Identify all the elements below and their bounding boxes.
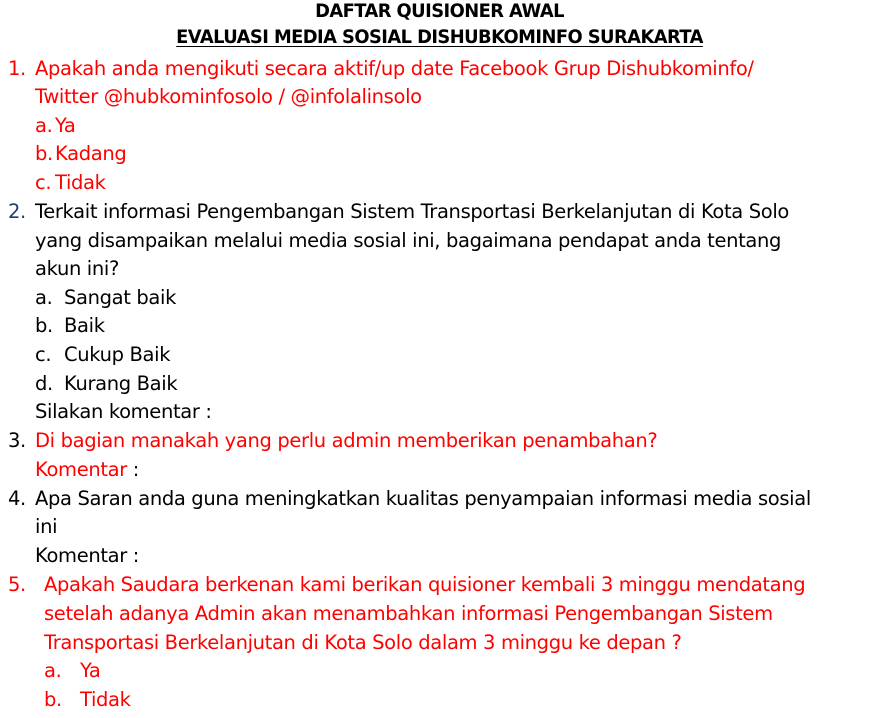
option-text: Tidak xyxy=(80,688,131,711)
option-letter: b. xyxy=(35,314,53,337)
question-text: akun ini? xyxy=(35,257,119,280)
question-text: Apakah Saudara berkenan kami berikan quisioner kembali 3 minggu mendatang xyxy=(44,573,806,596)
option-text: Baik xyxy=(64,314,105,337)
question-number: 1. xyxy=(8,57,26,80)
option-letter: b. xyxy=(44,688,62,711)
question-text: Terkait informasi Pengembangan Sistem Transportasi Berkelanjutan di Kota Solo xyxy=(35,200,790,223)
option-letter: a. xyxy=(35,114,53,137)
comment-label: Komentar : xyxy=(35,544,139,567)
question-text: setelah adanya Admin akan menambahkan informasi Pengembangan Sistem xyxy=(44,602,773,625)
option-letter: a. xyxy=(35,286,53,309)
option-letter: a. xyxy=(44,659,62,682)
option-letter: d. xyxy=(35,372,53,395)
option-letter: c. xyxy=(35,343,52,366)
question-number: 5. xyxy=(8,573,26,596)
question-text: Transportasi Berkelanjutan di Kota Solo dalam 3 minggu ke depan ? xyxy=(44,631,682,654)
question-text: Di bagian manakah yang perlu admin memberikan penambahan? xyxy=(35,429,658,452)
question-number: 3. xyxy=(8,429,26,452)
option-text: Kadang xyxy=(55,142,127,165)
comment-colon: : xyxy=(126,458,139,481)
question-text: Apakah anda mengikuti secara aktif/up date Facebook Grup Dishubkominfo/ xyxy=(35,57,754,80)
question-text: ini xyxy=(35,515,58,538)
comment-label-group xyxy=(35,458,139,482)
option-text: Ya xyxy=(80,659,101,682)
comment-label: Silakan komentar : xyxy=(35,400,212,423)
document-subtitle: EVALUASI MEDIA SOSIAL DISHUBKOMINFO SURAKARTA xyxy=(176,26,703,48)
document-title: DAFTAR QUISIONER AWAL xyxy=(315,0,564,22)
option-letter: b. xyxy=(35,142,53,165)
option-text: Cukup Baik xyxy=(64,343,171,366)
question-text: Twitter @hubkominfosolo / @infolalinsolo xyxy=(35,85,422,108)
question-text: yang disampaikan melalui media sosial ini, bagaimana pendapat anda tentang xyxy=(35,229,782,252)
question-text: Apa Saran anda guna meningkatkan kualitas penyampaian informasi media sosial xyxy=(35,487,811,510)
option-text: Sangat baik xyxy=(64,286,177,309)
option-text: Ya xyxy=(55,114,76,137)
option-letter: c. xyxy=(35,171,52,194)
option-text: Tidak xyxy=(55,171,106,194)
question-number: 4. xyxy=(8,487,26,510)
option-text: Kurang Baik xyxy=(64,372,178,395)
comment-label: Komentar xyxy=(35,458,127,481)
question-number: 2. xyxy=(8,200,26,223)
